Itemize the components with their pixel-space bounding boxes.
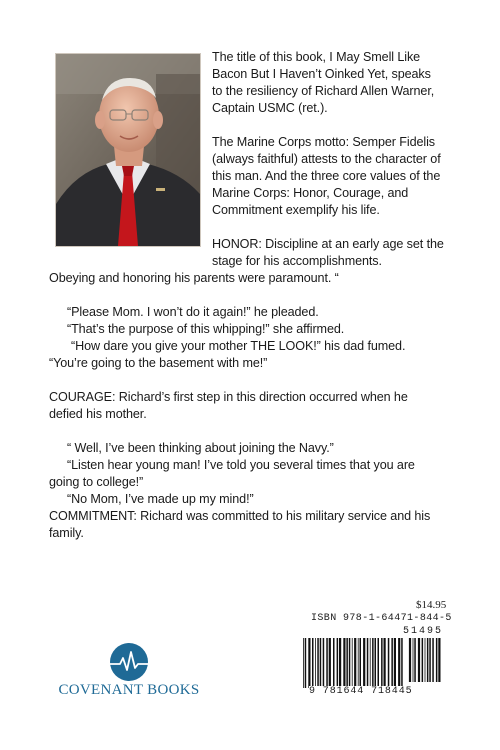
isbn-label: ISBN 978-1-64471-844-5: [311, 613, 452, 624]
barcode-bar: [337, 638, 339, 688]
barcode-bar: [329, 638, 331, 688]
dialogue-line: “That’s the purpose of this whipping!” she affirmed.: [67, 322, 345, 336]
barcode-bar: [414, 638, 416, 682]
dialogue-line: “No Mom, I’ve made up my mind!”: [67, 492, 254, 506]
dialogue-line: “You’re going to the basement with me!”: [49, 356, 268, 370]
intro-paragraph-1: [212, 49, 444, 117]
barcode-bar: [438, 638, 440, 682]
barcode-bar: [333, 638, 335, 688]
courage-dialogue: [49, 440, 443, 508]
barcode-bar: [409, 638, 411, 682]
barcode-bar: [317, 638, 319, 688]
barcode-bar: [413, 638, 414, 682]
barcode-bar: [427, 638, 429, 682]
dialogue-line: “Please Mom. I won’t do it again!” he pleaded.: [67, 305, 319, 319]
barcode-bar: [388, 638, 390, 688]
honor-paragraph-end: [49, 270, 443, 287]
barcode-bar: [432, 638, 434, 682]
barcode-bar: [312, 638, 314, 688]
publisher-name: COVENANT BOOKS: [58, 682, 200, 698]
barcode-bar: [346, 638, 348, 688]
dialogue-line: “ Well, I’ve been thinking about joining the Navy.”: [67, 441, 334, 455]
barcode-bar: [367, 638, 369, 688]
barcode-bar: [303, 638, 304, 688]
commitment-paragraph: [49, 508, 443, 542]
intro-text-1: The title of this book, I May Smell Like Bacon But I Haven’t Oinked Yet, speaks to the resiliency of Richard Allen Warner, Captain USMC (ret.).: [212, 50, 435, 115]
honor-text-end: Obeying and honoring his parents were paramount. “: [49, 271, 339, 285]
barcode-bar: [315, 638, 316, 688]
barcode-bar: [305, 638, 307, 688]
dialogue-line: going to college!”: [49, 475, 144, 489]
barcode-bar: [378, 638, 380, 688]
heartbeat-circle-icon: [98, 642, 160, 682]
barcode-bar: [343, 638, 345, 688]
honor-paragraph-start: [212, 236, 444, 270]
barcode-bar: [394, 638, 396, 688]
honor-dialogue: [49, 304, 443, 372]
barcode-bar: [381, 638, 383, 688]
barcode-bar: [358, 638, 359, 688]
barcode-bar: [339, 638, 341, 688]
barcode-bar: [320, 638, 322, 688]
barcode-bar: [425, 638, 426, 682]
barcode-bar: [401, 638, 403, 688]
barcode-addon-digits: 51495: [403, 626, 444, 637]
barcode-bar: [349, 638, 351, 688]
barcode-bar: [375, 638, 377, 688]
barcode-bar: [326, 638, 328, 688]
barcode-bar: [360, 638, 362, 688]
barcode-bar: [323, 638, 325, 688]
barcode-bar: [398, 638, 400, 688]
barcode-bar: [391, 638, 393, 688]
price-label: $14.95: [416, 599, 447, 611]
barcode-bar: [308, 638, 310, 688]
intro-text-2: The Marine Corps motto: Semper Fidelis (always faithful) attests to the character of this man. And the three core values of the Marine Corps: Honor, Courage, and Commitment exemplify his life.: [212, 135, 441, 217]
barcode-bar: [436, 638, 438, 682]
barcode-bar: [363, 638, 365, 688]
dialogue-line: “Listen hear young man! I’ve told you several times that you are: [67, 458, 415, 472]
barcode-bar: [352, 638, 353, 688]
barcode-bar: [422, 638, 424, 682]
author-portrait-image: [56, 54, 200, 246]
barcode-bar: [372, 638, 374, 688]
author-photo: [55, 53, 201, 247]
barcode-digits: 9 781644 718445: [309, 686, 413, 697]
barcode-bar: [418, 638, 420, 682]
barcode-bar: [354, 638, 356, 688]
courage-paragraph: [49, 389, 443, 423]
honor-text-start: HONOR: Discipline at an early age set the stage for his accomplishments.: [212, 237, 444, 268]
intro-paragraph-2: [212, 134, 444, 219]
barcode-bar: [370, 638, 371, 688]
commitment-text: COMMITMENT: Richard was committed to his military service and his family.: [49, 509, 431, 540]
courage-text: COURAGE: Richard’s first step in this direction occurred when he defied his mother.: [49, 390, 408, 421]
barcode-bar: [429, 638, 431, 682]
dialogue-line: “How dare you give your mother THE LOOK!” his dad fumed.: [71, 339, 406, 353]
barcode-bar: [384, 638, 386, 688]
